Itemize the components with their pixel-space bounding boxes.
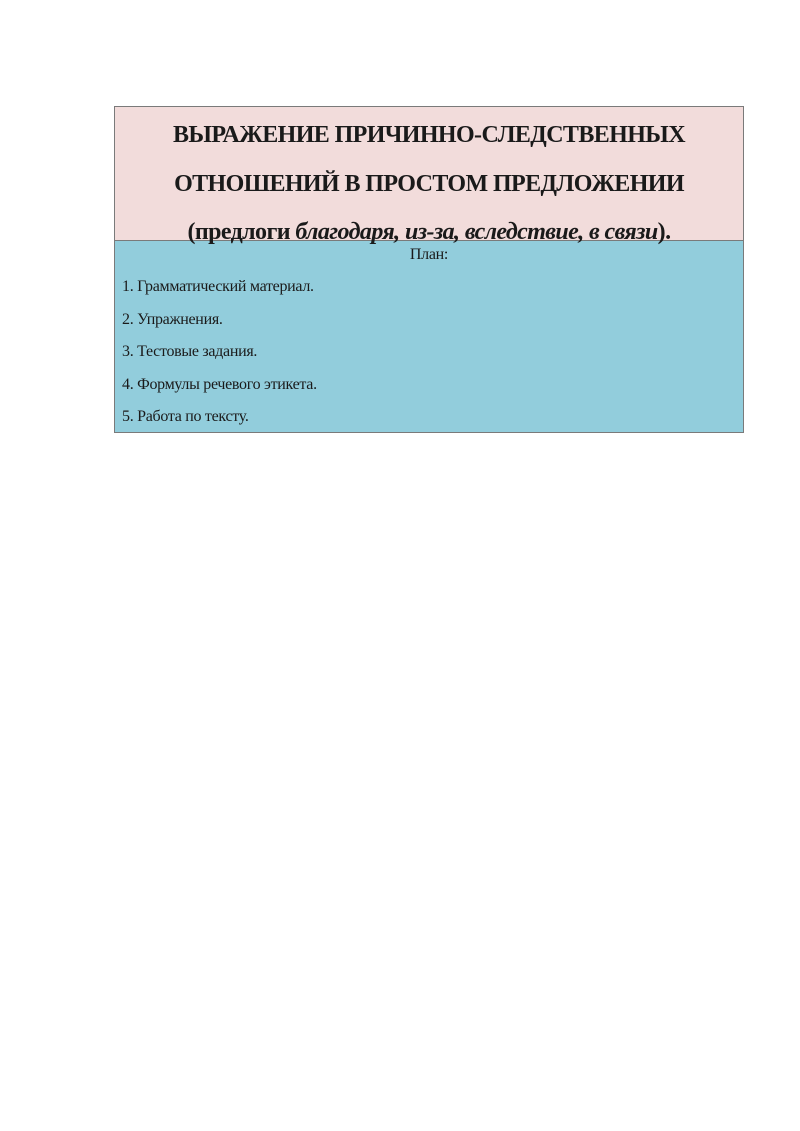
title-line-1: ВЫРАЖЕНИЕ ПРИЧИННО-СЛЕДСТВЕННЫХ [173,122,685,148]
title-cell [115,107,743,245]
title-prefix: (предлоги [187,219,296,245]
plan-item-5: 5. Работа по тексту. [122,408,249,425]
lesson-table [114,106,744,433]
title-line-2: ОТНОШЕНИЙ В ПРОСТОМ ПРЕДЛОЖЕНИИ [174,171,684,197]
title-prepositions: благодаря, из-за, вследствие, в связи [295,219,658,245]
plan-item-2: 2. Упражнения. [122,310,223,328]
plan-item-4: 4. Формулы речевого этикета. [122,375,317,393]
plan-heading: План: [409,246,449,263]
title-suffix: ). [657,219,671,245]
plan-list [115,277,743,440]
plan-cell [115,241,743,432]
plan-item-1: 1. Грамматический материал. [122,278,314,295]
plan-item-3: 3. Тестовые задания. [122,343,258,360]
